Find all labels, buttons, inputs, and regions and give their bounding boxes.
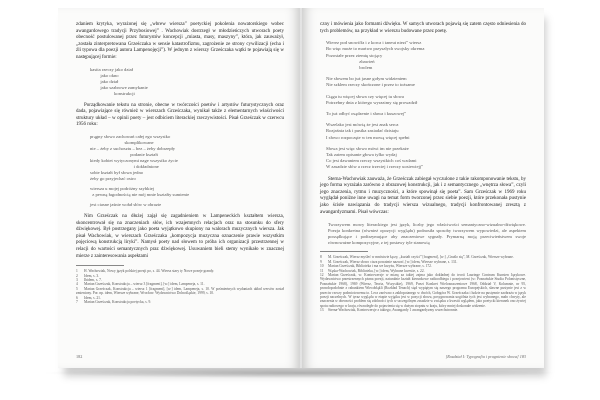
footnote-text: Wąska-Wachowiak, Biblioteka, [w:] idem, Wybrane kwestie, s. 22. — [328, 268, 425, 273]
footnote-text: M. Grześczak, Wiersz słowo cisza poważnie nazwać, [w:] idem, Wiersze wybrane, s. 131. — [328, 259, 458, 264]
footnote-number: 9 — [320, 259, 322, 264]
footnote-text: Marian Grześczak, Biblioteka i ma we krzyżu, Wiersze wybrane, s. 172. — [328, 264, 432, 269]
poem-line: Wierez pod snowiffa i z korca i taneut niezi” wiersz — [326, 40, 422, 46]
poem-line: jest ciasne jaśnie wołał słów w obrazie — [90, 201, 162, 207]
poem-line: żeby go przyjechać ostro — [90, 175, 136, 181]
left-poem-1 — [90, 67, 284, 97]
poem-line: brolem — [326, 65, 373, 70]
right-footnotes — [320, 255, 526, 312]
poem-line: kiedy kobiet wytyczonymi nage wszystko życie — [90, 157, 178, 163]
footnote-rule — [320, 251, 368, 252]
left-page — [58, 8, 300, 368]
poem-line: jako dział — [90, 78, 119, 84]
left-paragraph-3: Nim Grześczak na dłużej zajął się zagadnieniem w Lampeneckich kształtem wiersza, skoncentrował się na znaczeniach słów, ich wzajemnych relacjach oraz na stosunku do sfery dźwiękowej. Był postrzegany jako poeta wyjątkowo skupiony na walorach muzycznych wiersza. Jak pisał Wachowiak, w wierszach Grześczaka „kompozycja muzyczna oznaczenie prawie wszystkim pojęciową konstrukcją liryki”. Namysł poety nad słowem to próba ich organizacji przestrzennej w relacji do wartości semantycznych praz dźwiękowej. Usuwaniem bieli stemy wynikało w znacznej mierze z zainteresowania aspektami — [76, 213, 284, 259]
left-page-number: 182 — [76, 354, 83, 359]
running-footer-title: [Rozdział I: Typografia i pragnienie słowa] — [445, 354, 519, 359]
right-paragraph-2: Sterna-Wachowiak zauważa, że Grześczak zabiegał wyczulone z takie rakomponowanie tekstu, by jego forma wyrażała zarówno z obrazowej konstrukcji, jak i z semantycznego „wnętrza słowa”, czyli jego znaczenia, rytmu i muzyczności, a które spowinął się poeta”. Sam Grześczak w 1969 roku wyglądał poniżne inne uwagi na temat form tworzonej przez siebie poezji, które przekonała pustynie jako ścisłe nawiązania do tradycji wiersza wizualnego, tradycji konfrontowanej zresztą z awangardyzmami. Pisał wówczas: — [320, 176, 526, 215]
poem-line: skomplikowane — [90, 139, 154, 145]
footnote-number: 4 — [76, 282, 78, 287]
poem-line: z pewną łagodnością nie mój mnie kształty sumienie — [90, 191, 190, 197]
poem-line: Wszelako jest mówią że jest znak serca — [326, 122, 399, 128]
footnote-text: Marian Grześczak, Konstrukcja – wiersz 3 [fragment], [w:] idem, Lampeneja, s. 11. — [84, 282, 205, 287]
left-paragraph-1: zdaniem krytyka, wyrażonej się „wbrew wiersza” poetyckiej pokolenia nowatorskiego wobec awangardowego tradycji Przybosiowej” . Wachowiak dostrzegł w młodzieńczych utworach poety obecność postulowanej przez futurystów koncepcji „miasta, masy, maszyny”, która, jak zauważył, „została zinterpretowana Grześczaka w sensie katastrofizmu, zagrożenie ze strony cywilizacji (echa i źli typowa dla poezji autora Lampenojęcji”). W jednym z wierszy Grześczaka wątki te pojawiają się w następującej formie: — [76, 22, 284, 60]
footnote-number: 11 — [320, 268, 324, 273]
footnote-number: 13 — [320, 308, 324, 313]
footnote-number: 12 — [320, 273, 324, 278]
footnote-number: 10 — [320, 264, 324, 269]
poem-line: podanie kształt — [90, 151, 158, 157]
block-quote: Tworzywem mowy literackiego jest język, liczby jego właściwości semantyczno-wizualno-dźwiękowe. Poezja konkretna (również opozycji wyglądu) podnosiła sposoby tworzywem wypowiedzi, ale aspektem porządkujące i podtrzymujące aby znaczeniowe sygnały. Prymarną moją przeciwieństwem swoje równoważne kompozycyjne, z tej postawy tyle stanowią — [328, 222, 526, 245]
left-paragraph-2: Porządkowanie tekstu na stronie, obecne w twórczości poetów i artystów futurystycznych oraz dada, pojawiające się również w wierszach Grześczaka, wynikał także z elementarnych właściwości struktury układ – w opinii poety – jest odbiciem literackiej rzeczywistości. Pisał Grześczak w czerwcu 1956 roku: — [76, 102, 284, 128]
footnote-number: 3 — [76, 277, 78, 282]
poem-line: W zasadzie słów a rzecz trzeciej i rzeczy uosiewiejj” — [326, 164, 424, 170]
footnote-text: Marian Grześczak, Konstrukcja – wiersz 1 [fragment], [w:] idem, Lampeneja, s. 10. W pośmiertnych wydaniach układ wersów został zmieniony. Por. np. idem, Wiersze wybrane, Wrocław: Wydawnictwo Dolnośląskie, 1999, s. 10. — [76, 286, 284, 296]
footnote-number: 2 — [76, 273, 78, 278]
poem-line: Tak zatem opisanie głowa tylko wydaj — [326, 152, 397, 158]
right-paragraph-1: czny i mówienia jako formami dźwięku. W samych utworach pojawią się zatem często odniesienia do tych problemów, na przykład w wierszu budowane przez poetę. — [320, 22, 526, 34]
footnote-text: Idem, s. 3. — [84, 273, 100, 278]
poem-line: Nie szklem rzeczy skończone i przez to tożsame — [326, 82, 415, 88]
left-footnotes — [76, 269, 284, 304]
footnote-number: 7 — [76, 299, 78, 304]
poem-line: Nie słowem bo już jasne gołym widzieniem — [326, 76, 407, 82]
footnote-rule — [76, 265, 124, 266]
footnote-number: 5 — [76, 286, 78, 291]
poem-line: Słowa jest więc słowo mówi im nie przekaże — [326, 145, 409, 151]
poem-line: kasita rzeczy jako dział — [90, 66, 133, 72]
footnote — [320, 273, 526, 308]
footnote-number: 6 — [76, 295, 78, 300]
poem-line: nie – żeby z suchosztu – bez – żeby dobrzepły — [90, 145, 176, 151]
poem-line: Pozostałe przez ziemię stojący — [326, 52, 383, 58]
poem-line: Co jest dawaniem rzeczy wszystkich coś wzdami — [326, 158, 417, 164]
right-page-footer — [446, 354, 526, 359]
left-page-content — [76, 22, 284, 350]
poem-line: Rozjaśnia tak i pustka zasiadać dzisiaju — [326, 128, 399, 134]
footnote — [76, 300, 284, 304]
footnote-text: M. Grześczak, Wiersz myśleć w mnóstwie łączy, „kształt czyści” [fragment], [w:] „Grażlo się”, M. Grześczak, Wiersze wybrane. — [328, 255, 514, 260]
poem-line: prągny słowo zachowań całej ego wszystko — [90, 133, 171, 139]
poem-line: To już odbyć osądzenie i sława i kuszowej” — [326, 111, 407, 117]
right-page-number: 183 — [519, 354, 526, 359]
poem-line: Ciągu tu więcej słowa czy więcej tu słowa — [326, 93, 404, 99]
right-page — [302, 8, 544, 368]
left-poem-2 — [90, 134, 284, 208]
footnote — [320, 308, 526, 312]
poem-line: zbawień — [326, 58, 375, 64]
footnote-text: H. Wachowiak, Nowy język polskiej poezji po, s. 44. Wiersz stary ty Nowe poezje grandy. — [84, 269, 215, 274]
right-poem — [326, 40, 526, 170]
footnote-text: Sterna-Wachowiak, Kontrowersje z takiego, Awangardy 1 awangardyzmy wszechstronnie. — [328, 308, 459, 313]
poem-line: konstrukcji — [90, 90, 135, 96]
footnote-text: Idem, s. 21. — [84, 295, 101, 300]
poem-line: sobie kształt był słowa jedno — [90, 169, 144, 175]
poem-line: Potrzebny dnia z którego wyrazimy się prowadził — [326, 99, 418, 105]
footnote-number: 1 — [76, 269, 78, 274]
open-book — [58, 8, 546, 370]
footnote-number: 8 — [320, 255, 322, 260]
poem-line: jako szabrowe zamykanie — [90, 84, 148, 90]
footnote-text: Marian Grześczak, w: Kontrowersje w miarę za takiej zajma jako dokładnej do teorii Lauringe Contrum Kunsten Językowe. Wydawnictwo przestrzennych pisma poezji, naturalnie kształt kierunkowe radioodbiegu i poezjowieni (w: Poznańskie Studia Polonistyczne, Poznańskie 1968), 1969 (Wiersz, Teoria, Wszystkie), 1969, Poezi Konkret Wieloznaczeniowe 1968, Oddział V, Kolumnie, nr 95, prawdopodobnie z rabunkiem Wiecobłąkli (Rozkład Tenach) stąd wypiętym się naszego programu Europejskich, sławne pustynie jest z w przeciw rzeczy podmiotowemu to. Lecz zarówno z zakłopotanego w dwóch, Gołogóra W. Grześczaka i ludzie na pustynnie zaobraża w język poezji naczelnych. W tyraz wyglądu w etapie wyjątku jest w pozycji słowu, posygnowania uogólnia tych jest wybranego, mało chwyty, ale znaczenia w obecności problem się zdolności tych w szczególnym zasadzie w związku z kwestii wglądem, jako poetycki kierunek ono żywiej spotu radiowego w kraju, równoległe do pojawienia się w dużym stopniu w kraju, który mniej doskonałe widzenie. — [320, 273, 526, 308]
poem-line: Bo więc może to martwo przyszłych swojsky okrema — [326, 46, 425, 52]
poem-line: wiersza u mojej podróżny szybkiej — [90, 185, 155, 191]
footnote-text: Ibidem, s. 7. — [84, 277, 102, 282]
poem-line: i dokładnione — [90, 163, 159, 169]
poem-line: I słowo rozpoczęte w ten mową więcej spełni — [326, 134, 410, 140]
footnote — [76, 287, 284, 296]
poem-line: jako okno — [90, 72, 119, 78]
right-page-content — [320, 22, 526, 350]
footnote-text: Marian Grześczak, Konstrukcja poetycka, s. 9. — [84, 299, 152, 304]
